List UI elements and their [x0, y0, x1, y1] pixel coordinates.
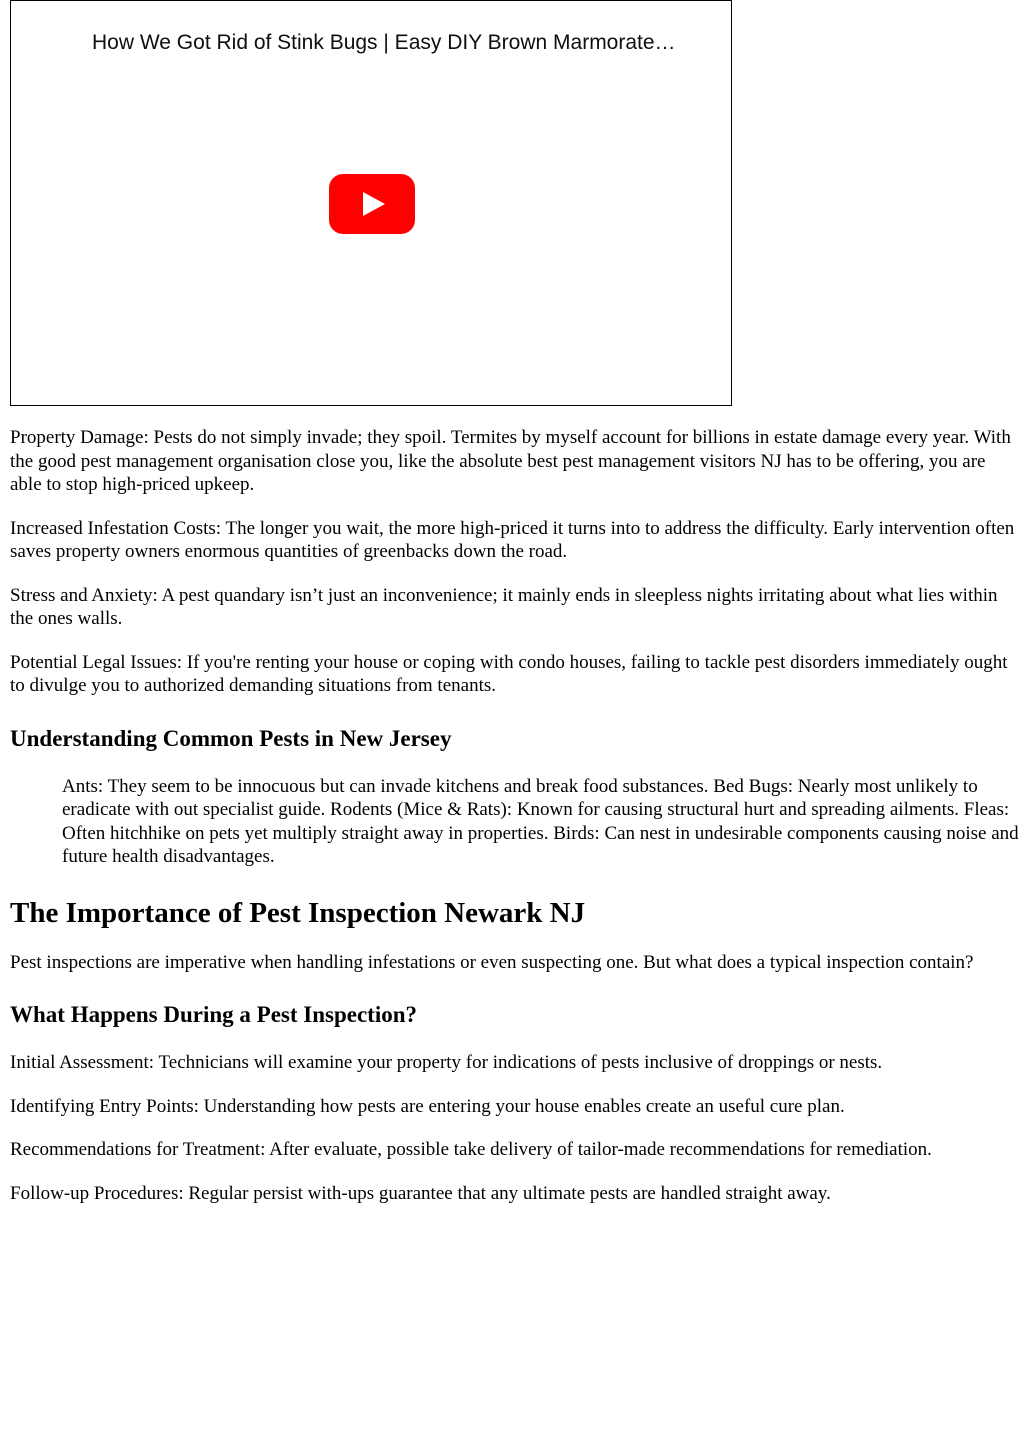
article-body	[10, 426, 1020, 1225]
play-button[interactable]	[329, 174, 415, 234]
youtube-play-icon	[329, 174, 415, 234]
paragraph-initial-assessment: Initial Assessment: Technicians will examine your property for indications of pests inclusive of droppings or nests.	[10, 1052, 883, 1073]
paragraph-recommendations: Recommendations for Treatment: After evaluate, possible take delivery of tailor-made recommendations for remediation.	[10, 1139, 932, 1160]
video-title[interactable]: How We Got Rid of Stink Bugs | Easy DIY Brown Marmorate…	[92, 31, 676, 54]
paragraph-property-damage: Property Damage: Pests do not simply invade; they spoil. Termites by myself account for billions in estate damage every year. With the good pest management organisation close you, like the absolute best pest management visitors NJ has to be offering, you are able to stop high-priced upkeep.	[10, 427, 1011, 495]
paragraph-importance: Pest inspections are imperative when handling infestations or even suspecting one. But what does a typical inspection contain?	[10, 951, 974, 973]
paragraph-infestation-costs: Increased Infestation Costs: The longer you wait, the more high-priced it turns into to address the difficulty. Early intervention often saves property owners enormous quantities of greenbacks down the road.	[10, 517, 1015, 562]
paragraph-stress-anxiety: Stress and Anxiety: A pest quandary isn’t just an inconvenience; it mainly ends in sleepless nights irritating about what lies within the ones walls.	[10, 584, 998, 629]
paragraph-legal-issues: Potential Legal Issues: If you're renting your house or coping with condo houses, failing to tackle pest disorders immediately ought to divulge you to authorized demanding situations from tenants.	[10, 651, 1008, 696]
video-embed[interactable]	[10, 0, 732, 406]
paragraph-follow-up: Follow-up Procedures: Regular persist with-ups guarantee that any ultimate pests are handled straight away.	[10, 1182, 831, 1204]
heading-importance: The Importance of Pest Inspection Newark NJ	[10, 896, 586, 929]
heading-inspection-process: What Happens During a Pest Inspection?	[10, 1002, 418, 1027]
heading-common-pests: Understanding Common Pests in New Jersey	[10, 725, 452, 751]
paragraph-entry-points: Identifying Entry Points: Understanding how pests are entering your house enables create an useful cure plan.	[10, 1095, 845, 1117]
common-pests-list: Ants: They seem to be innocuous but can invade kitchens and break food substances. Bed Bugs: Nearly most unlikely to eradicate with out specialist guide. Rodents (Mice & Rats): Known for causing structural hurt and spreading ailments. Fleas: Often hitchhike on pets yet multiply straight away in properties. Birds: Can nest in undesirable components causing noise and future health disadvantages.	[62, 775, 1019, 867]
